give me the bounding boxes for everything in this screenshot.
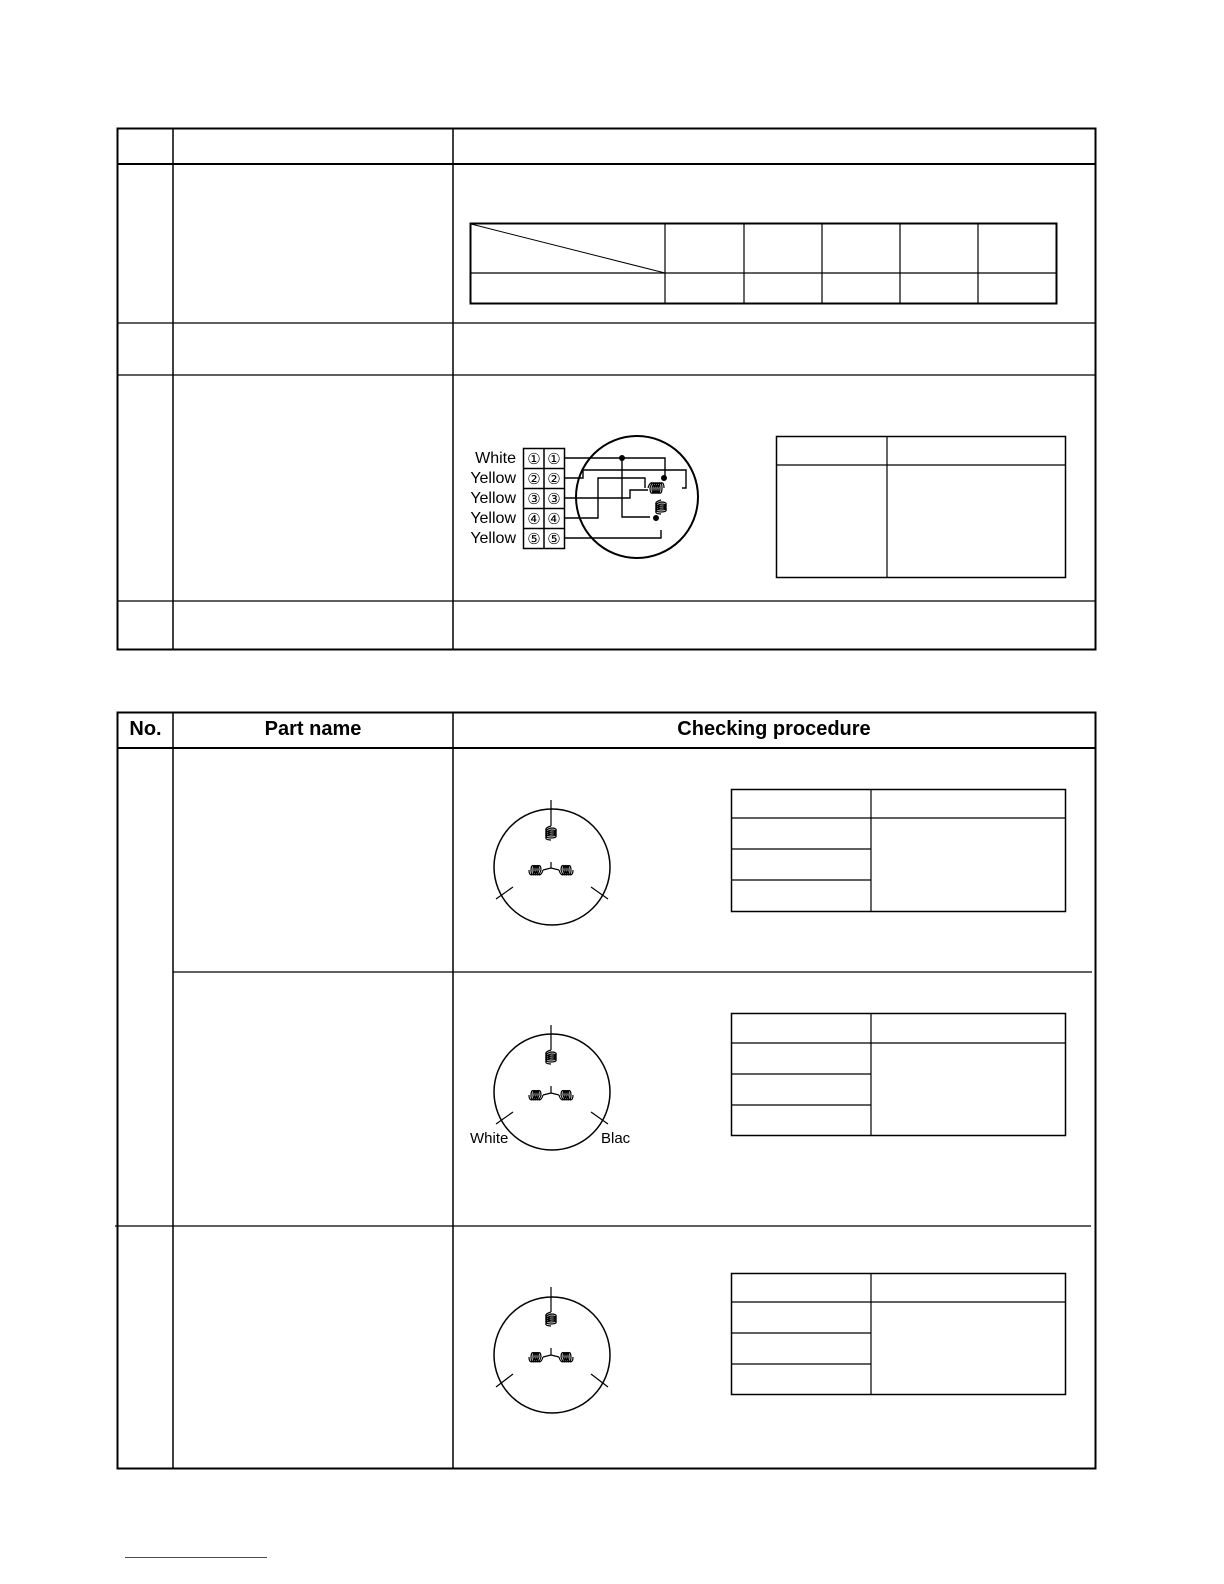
header-no: No. bbox=[129, 718, 162, 740]
wire-label-2: Yellow bbox=[470, 470, 516, 487]
terminal-left-2: ② bbox=[527, 471, 541, 488]
wire-label-5: Yellow bbox=[470, 530, 516, 547]
footer-link-underline bbox=[125, 1557, 267, 1558]
terminal-left-5: ⑤ bbox=[527, 531, 541, 548]
wire-label-1: White bbox=[475, 450, 516, 467]
terminal-right-2: ② bbox=[547, 471, 561, 488]
header-checking-procedure: Checking procedure bbox=[677, 718, 871, 740]
wire-label-3: Yellow bbox=[470, 490, 516, 507]
header-part-name: Part name bbox=[264, 718, 362, 740]
terminal-right-1: ① bbox=[547, 451, 561, 468]
terminal-left-4: ④ bbox=[527, 511, 541, 528]
terminal-left-3: ③ bbox=[527, 491, 541, 508]
terminal-right-4: ④ bbox=[547, 511, 561, 528]
terminal-right-3: ③ bbox=[547, 491, 561, 508]
motor-2-left-wire-label: White bbox=[470, 1130, 509, 1147]
terminal-right-5: ⑤ bbox=[547, 531, 561, 548]
terminal-left-1: ① bbox=[527, 451, 541, 468]
motor-2-right-wire-label: Blac bbox=[601, 1130, 631, 1147]
wire-label-4: Yellow bbox=[470, 510, 516, 527]
